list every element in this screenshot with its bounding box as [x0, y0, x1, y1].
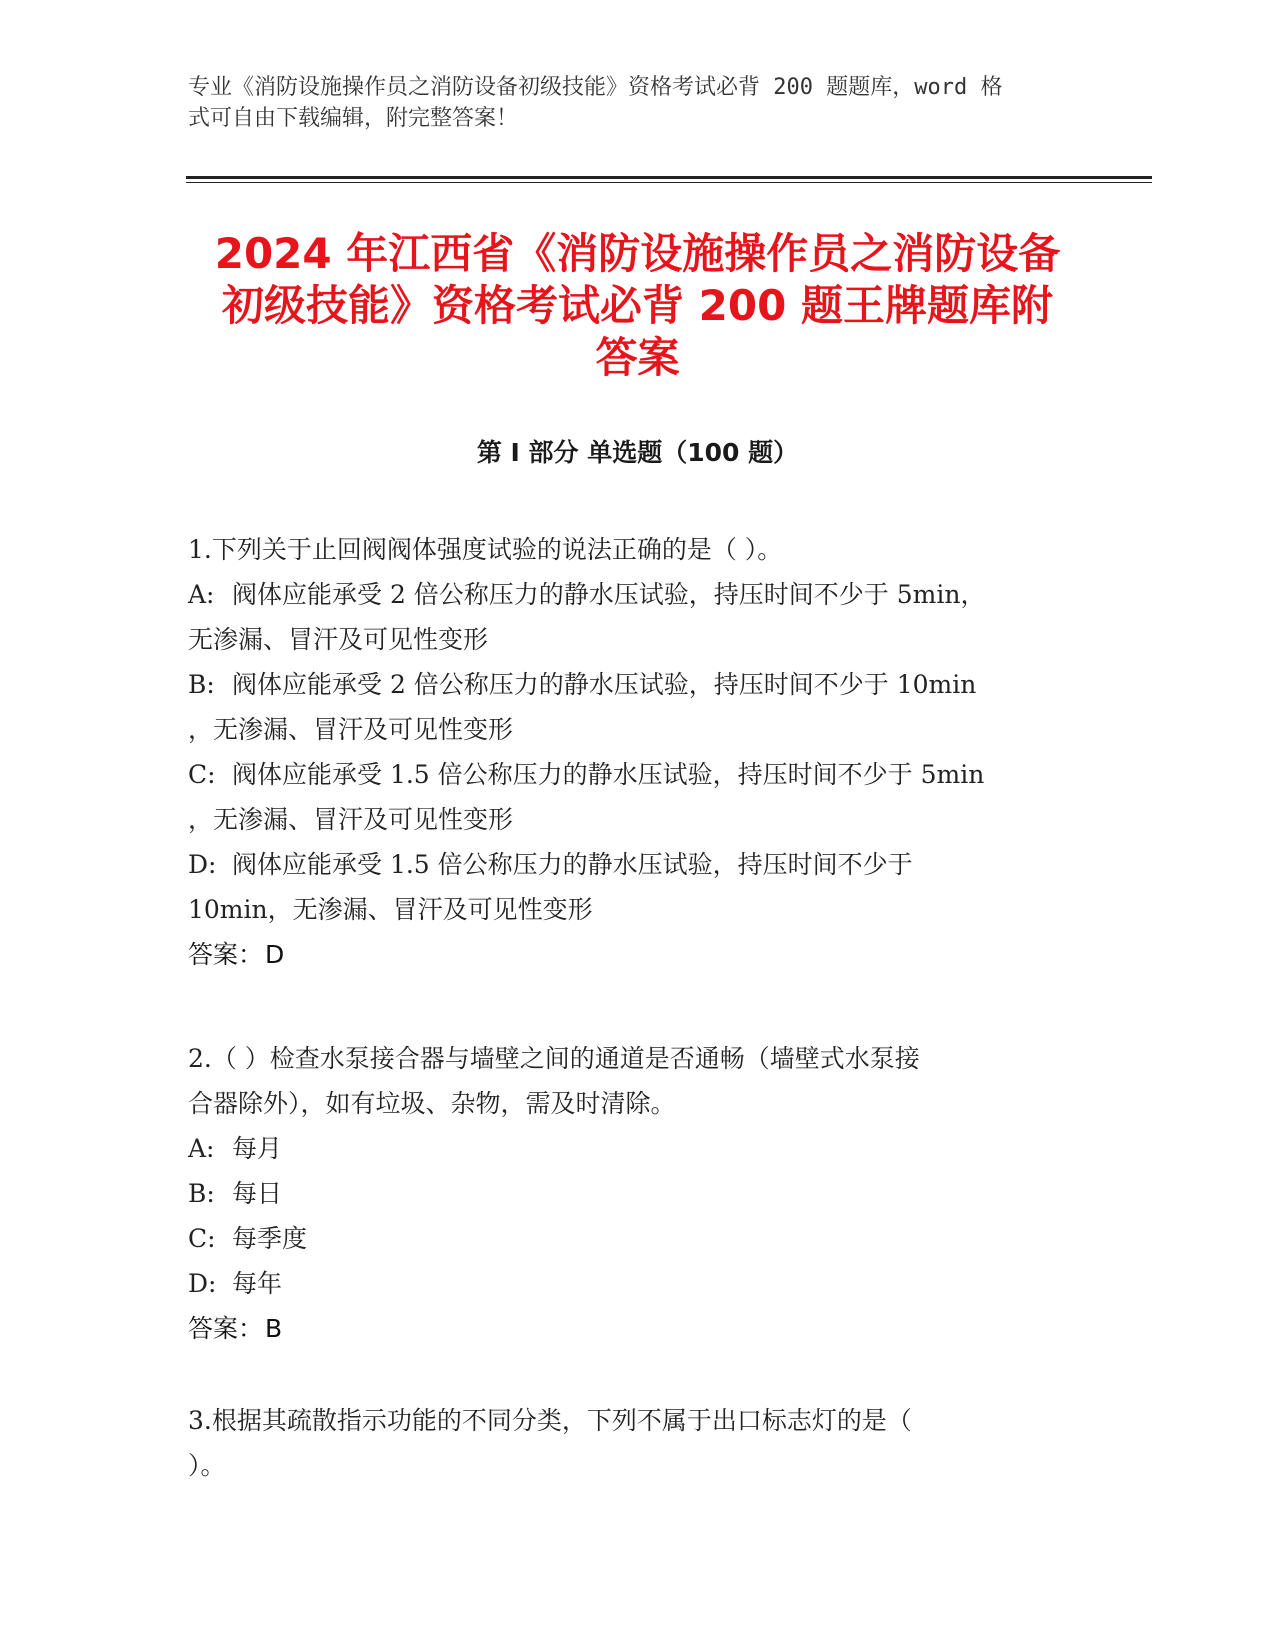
option-b	[188, 1171, 1088, 1216]
question-2	[188, 1036, 1088, 1351]
section-heading: 第 I 部分 单选题（100 题）	[476, 438, 799, 467]
question-3	[188, 1398, 1088, 1488]
header-note-line: 专业《消防设施操作员之消防设备初级技能》资格考试必背 200 题题库，word 格	[188, 75, 1003, 100]
option-letter: A:	[188, 1134, 215, 1163]
option-a	[188, 1126, 1088, 1171]
option-text: 每季度	[232, 1224, 308, 1253]
question-text: 2.（ ）检查水泵接合器与墙壁之间的通道是否通畅（墙壁式水泵接	[188, 1044, 920, 1073]
option-text: 每日	[232, 1179, 283, 1208]
header-divider-thick	[186, 176, 1152, 179]
answer-label: 答案：	[188, 1314, 264, 1343]
header-divider-thin	[186, 182, 1152, 183]
option-d	[188, 842, 1088, 887]
option-letter: A:	[188, 580, 215, 609]
option-a	[188, 572, 1088, 617]
document-title-line: 初级技能》资格考试必背 200 题王牌题库附	[222, 281, 1053, 330]
document-title	[170, 228, 1105, 384]
option-text: 阀体应能承受 2 倍公称压力的静水压试验，持压时间不少于 5min，	[232, 580, 986, 609]
answer	[188, 932, 1088, 977]
option-text: 阀体应能承受 2 倍公称压力的静水压试验，持压时间不少于 10min	[232, 670, 977, 699]
option-d-continued: 10min，无渗漏、冒汗及可见性变形	[188, 895, 593, 924]
option-a-continued: 无渗漏、冒汗及可见性变形	[188, 625, 489, 654]
question-text-continued: 合器除外），如有垃圾、杂物，需及时清除。	[188, 1089, 676, 1118]
option-c	[188, 752, 1088, 797]
header-note-line: 式可自由下载编辑，附完整答案！	[188, 106, 519, 131]
option-letter: B:	[188, 670, 215, 699]
option-text: 阀体应能承受 1.5 倍公称压力的静水压试验，持压时间不少于 5min	[232, 760, 985, 789]
option-b	[188, 662, 1088, 707]
answer-value: D	[265, 940, 285, 969]
question-text-continued: ）。	[188, 1451, 226, 1480]
option-letter: B:	[188, 1179, 215, 1208]
header-note	[188, 72, 1068, 134]
option-letter: D:	[188, 850, 217, 879]
option-text: 阀体应能承受 1.5 倍公称压力的静水压试验，持压时间不少于	[232, 850, 913, 879]
option-b-continued: ，无渗漏、冒汗及可见性变形	[188, 715, 514, 744]
question-1	[188, 527, 1088, 977]
answer	[188, 1306, 1088, 1351]
answer-label: 答案：	[188, 940, 264, 969]
option-letter: C:	[188, 1224, 216, 1253]
option-letter: D:	[188, 1269, 217, 1298]
document-title-line: 2024 年江西省《消防设施操作员之消防设备	[214, 229, 1061, 278]
option-text: 每年	[232, 1269, 283, 1298]
question-text: 1.下列关于止回阀阀体强度试验的说法正确的是（ ）。	[188, 535, 783, 564]
option-c	[188, 1216, 1088, 1261]
question-text: 3.根据其疏散指示功能的不同分类，下列不属于出口标志灯的是（	[188, 1406, 912, 1435]
option-letter: C:	[188, 760, 216, 789]
answer-value: B	[265, 1314, 283, 1343]
document-title-line: 答案	[595, 333, 680, 382]
option-text: 每月	[232, 1134, 283, 1163]
option-d	[188, 1261, 1088, 1306]
option-c-continued: ，无渗漏、冒汗及可见性变形	[188, 805, 514, 834]
